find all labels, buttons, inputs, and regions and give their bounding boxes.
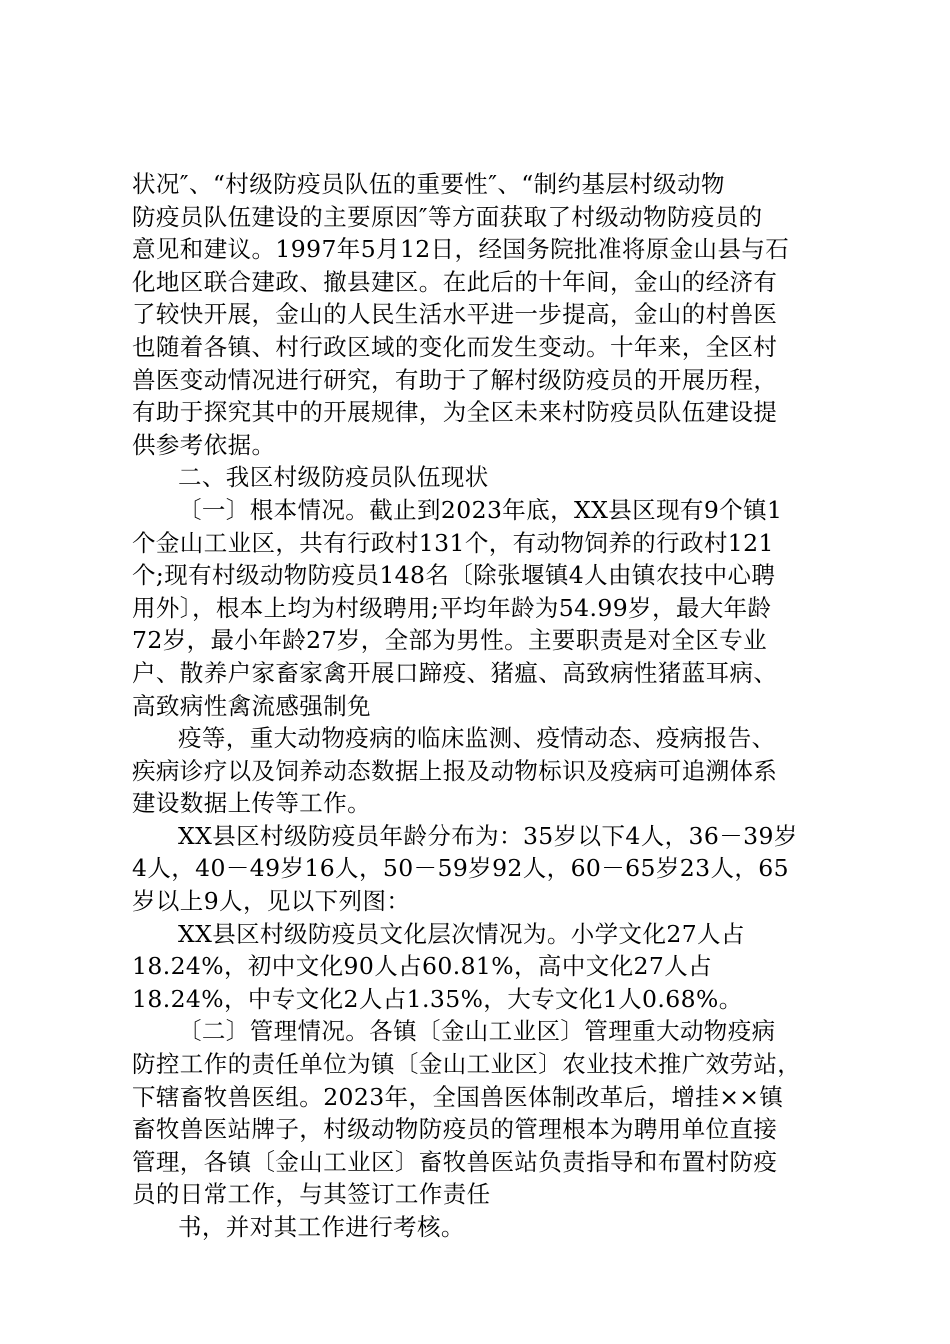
text-line: 72岁，最小年龄27岁，全部为男性。主要职责是对全区专业 bbox=[132, 626, 768, 655]
text-line: 二、我区村级防疫员队伍现状 bbox=[178, 463, 489, 492]
text-line: 〔二〕管理情况。各镇〔金山工业区〕管理重大动物疫病 bbox=[178, 1017, 776, 1046]
text-line: 了较快开展，金山的人民生活水平进一步提高，金山的村兽医 bbox=[132, 300, 778, 329]
document-body bbox=[132, 168, 832, 1244]
text-line: 个;现有村级动物防疫员148名〔除张堰镇4人由镇农技中心聘 bbox=[132, 561, 776, 590]
text-line: 〔一〕根本情况。截止到2023年底，XX县区现有9个镇1 bbox=[178, 495, 783, 524]
text-line: 书，并对其工作进行考核。 bbox=[178, 1213, 465, 1241]
text-line: 户、散养户家畜家禽开展口蹄疫、猪瘟、高致病性猪蓝耳病、 bbox=[132, 658, 778, 687]
text-line: 意见和建议。1997年5月12日，经国务院批准将原金山县与石 bbox=[132, 235, 790, 264]
text-line: 岁以上9人，见以下列图： bbox=[132, 887, 411, 916]
text-line: 个金山工业区，共有行政村131个，有动物饲养的行政村121 bbox=[132, 528, 774, 557]
text-line: 18.24%，中专文化2人占1.35%，大专文化1人0.68%。 bbox=[132, 984, 743, 1013]
text-line: 供参考依据。 bbox=[132, 430, 276, 459]
text-line: 防疫员队伍建设的主要原因″等方面获取了村级动物防疫员的 bbox=[132, 202, 763, 231]
text-line: 有助于探究其中的开展规律，为全区未来村防疫员队伍建设提 bbox=[132, 398, 778, 427]
text-line: 18.24%，初中文化90人占60.81%，高中文化27人占 bbox=[132, 952, 713, 981]
text-line: 下辖畜牧兽医组。2023年，全国兽医体制改革后，增挂××镇 bbox=[132, 1082, 784, 1111]
text-line: 高致病性禽流感强制免 bbox=[132, 691, 371, 720]
text-line: 疫等，重大动物疫病的临床监测、疫情动态、疫病报告、 bbox=[178, 724, 776, 753]
text-line: 疾病诊疗以及饲养动态数据上报及动物标识及疫病可追溯体系 bbox=[132, 756, 778, 785]
text-line: 防控工作的责任单位为镇〔金山工业区〕农业技术推广效劳站， bbox=[132, 1050, 802, 1079]
text-line: 员的日常工作，与其签订工作责任 bbox=[132, 1180, 491, 1209]
text-line: XX县区村级防疫员文化层次情况为。小学文化27人占 bbox=[178, 919, 745, 948]
text-line: 用外〕，根本上均为村级聘用;平均年龄为54.99岁，最大年龄 bbox=[132, 593, 772, 622]
text-line: 建设数据上传等工作。 bbox=[132, 789, 371, 818]
text-line: 状况″、“村级防疫员队伍的重要性″、“制约基层村级动物 bbox=[132, 170, 725, 198]
text-line: 畜牧兽医站牌子，村级动物防疫员的管理根本为聘用单位直接 bbox=[132, 1115, 778, 1144]
text-line: 化地区联合建政、撤县建区。在此后的十年间，金山的经济有 bbox=[132, 267, 778, 296]
text-line: 兽医变动情况进行研究，有助于了解村级防疫员的开展历程， bbox=[132, 365, 778, 394]
text-line: XX县区村级防疫员年龄分布为：35岁以下4人，36－39岁 bbox=[178, 821, 798, 850]
text-line: 也随着各镇、村行政区域的变化而发生变动。十年来，全区村 bbox=[132, 332, 778, 361]
text-line: 4人，40－49岁16人，50－59岁92人，60－65岁23人，65 bbox=[132, 854, 789, 883]
text-line: 管理，各镇〔金山工业区〕畜牧兽医站负责指导和布置村防疫 bbox=[132, 1147, 778, 1176]
